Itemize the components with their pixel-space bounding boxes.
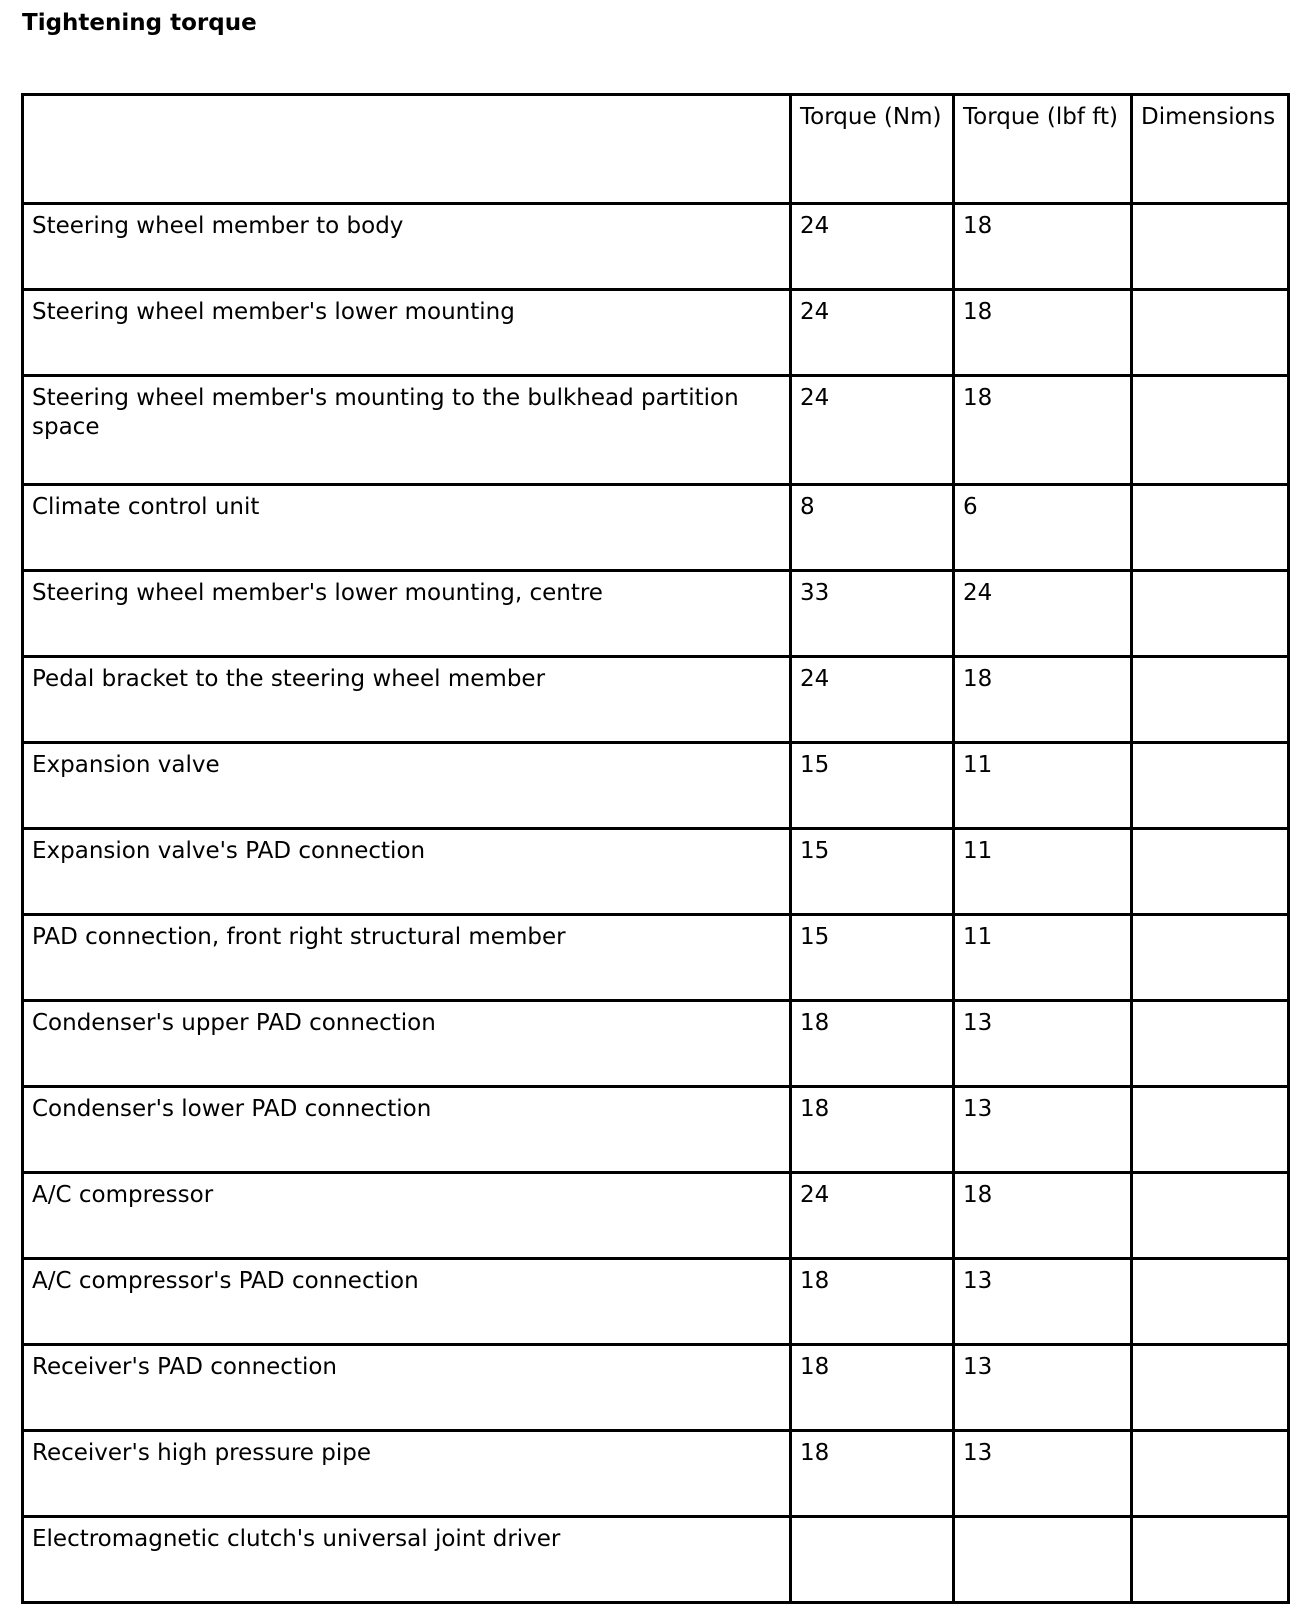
cell-torque-nm: 24 bbox=[791, 376, 954, 485]
cell-description: Electromagnetic clutch's universal joint driver bbox=[23, 1517, 791, 1603]
torque-table bbox=[21, 93, 1290, 1604]
cell-torque-lbf-ft: 24 bbox=[954, 571, 1132, 657]
cell-description: Steering wheel member to body bbox=[23, 204, 791, 290]
cell-torque-nm: 33 bbox=[791, 571, 954, 657]
cell-description: A/C compressor bbox=[23, 1173, 791, 1259]
table-row bbox=[23, 571, 1289, 657]
cell-torque-nm: 15 bbox=[791, 915, 954, 1001]
cell-dimensions bbox=[1132, 1001, 1289, 1087]
header-row bbox=[23, 95, 1289, 204]
cell-torque-nm: 18 bbox=[791, 1431, 954, 1517]
cell-torque-lbf-ft: 18 bbox=[954, 657, 1132, 743]
cell-torque-nm: 8 bbox=[791, 485, 954, 571]
cell-description: Steering wheel member's mounting to the bulkhead partition space bbox=[23, 376, 791, 485]
table-row bbox=[23, 1173, 1289, 1259]
cell-torque-lbf-ft: 11 bbox=[954, 829, 1132, 915]
cell-torque-nm: 18 bbox=[791, 1259, 954, 1345]
table-row bbox=[23, 743, 1289, 829]
cell-torque-lbf-ft: 18 bbox=[954, 290, 1132, 376]
cell-dimensions bbox=[1132, 485, 1289, 571]
cell-description: Steering wheel member's lower mounting bbox=[23, 290, 791, 376]
cell-torque-lbf-ft: 18 bbox=[954, 376, 1132, 485]
cell-dimensions bbox=[1132, 1345, 1289, 1431]
table-row bbox=[23, 1431, 1289, 1517]
table-row bbox=[23, 290, 1289, 376]
cell-dimensions bbox=[1132, 657, 1289, 743]
cell-description: Receiver's high pressure pipe bbox=[23, 1431, 791, 1517]
cell-dimensions bbox=[1132, 1517, 1289, 1603]
cell-torque-lbf-ft: 18 bbox=[954, 204, 1132, 290]
cell-description: Condenser's lower PAD connection bbox=[23, 1087, 791, 1173]
cell-description: Climate control unit bbox=[23, 485, 791, 571]
cell-torque-lbf-ft: 6 bbox=[954, 485, 1132, 571]
cell-description: A/C compressor's PAD connection bbox=[23, 1259, 791, 1345]
cell-torque-lbf-ft: 13 bbox=[954, 1431, 1132, 1517]
cell-torque-lbf-ft: 13 bbox=[954, 1001, 1132, 1087]
table-row bbox=[23, 829, 1289, 915]
cell-torque-lbf-ft: 13 bbox=[954, 1087, 1132, 1173]
table-row bbox=[23, 1259, 1289, 1345]
table-row bbox=[23, 376, 1289, 485]
cell-torque-nm: 15 bbox=[791, 743, 954, 829]
cell-description: Expansion valve bbox=[23, 743, 791, 829]
table-row bbox=[23, 485, 1289, 571]
table-row bbox=[23, 1517, 1289, 1603]
table-row bbox=[23, 915, 1289, 1001]
cell-dimensions bbox=[1132, 1259, 1289, 1345]
cell-torque-lbf-ft: 11 bbox=[954, 915, 1132, 1001]
header-dimensions: Dimensions bbox=[1132, 95, 1289, 204]
cell-dimensions bbox=[1132, 1173, 1289, 1259]
cell-description: Receiver's PAD connection bbox=[23, 1345, 791, 1431]
cell-torque-nm: 18 bbox=[791, 1345, 954, 1431]
cell-dimensions bbox=[1132, 571, 1289, 657]
header-description bbox=[23, 95, 791, 204]
cell-dimensions bbox=[1132, 1087, 1289, 1173]
table-row bbox=[23, 204, 1289, 290]
cell-torque-nm: 24 bbox=[791, 204, 954, 290]
cell-torque-lbf-ft: 11 bbox=[954, 743, 1132, 829]
cell-dimensions bbox=[1132, 743, 1289, 829]
cell-description: Expansion valve's PAD connection bbox=[23, 829, 791, 915]
cell-torque-nm bbox=[791, 1517, 954, 1603]
cell-description: PAD connection, front right structural member bbox=[23, 915, 791, 1001]
cell-torque-nm: 24 bbox=[791, 657, 954, 743]
cell-dimensions bbox=[1132, 1431, 1289, 1517]
cell-dimensions bbox=[1132, 915, 1289, 1001]
cell-description: Steering wheel member's lower mounting, centre bbox=[23, 571, 791, 657]
page-title: Tightening torque bbox=[22, 10, 257, 36]
cell-torque-nm: 24 bbox=[791, 1173, 954, 1259]
cell-torque-lbf-ft bbox=[954, 1517, 1132, 1603]
cell-torque-nm: 18 bbox=[791, 1087, 954, 1173]
table-row bbox=[23, 657, 1289, 743]
cell-description: Condenser's upper PAD connection bbox=[23, 1001, 791, 1087]
cell-dimensions bbox=[1132, 376, 1289, 485]
cell-description: Pedal bracket to the steering wheel member bbox=[23, 657, 791, 743]
table-row bbox=[23, 1345, 1289, 1431]
cell-dimensions bbox=[1132, 204, 1289, 290]
cell-torque-lbf-ft: 13 bbox=[954, 1259, 1132, 1345]
cell-dimensions bbox=[1132, 829, 1289, 915]
cell-dimensions bbox=[1132, 290, 1289, 376]
header-torque-lbf-ft: Torque (lbf ft) bbox=[954, 95, 1132, 204]
table-row bbox=[23, 1001, 1289, 1087]
cell-torque-nm: 24 bbox=[791, 290, 954, 376]
cell-torque-nm: 15 bbox=[791, 829, 954, 915]
header-torque-nm: Torque (Nm) bbox=[791, 95, 954, 204]
cell-torque-lbf-ft: 18 bbox=[954, 1173, 1132, 1259]
table-row bbox=[23, 1087, 1289, 1173]
cell-torque-lbf-ft: 13 bbox=[954, 1345, 1132, 1431]
cell-torque-nm: 18 bbox=[791, 1001, 954, 1087]
